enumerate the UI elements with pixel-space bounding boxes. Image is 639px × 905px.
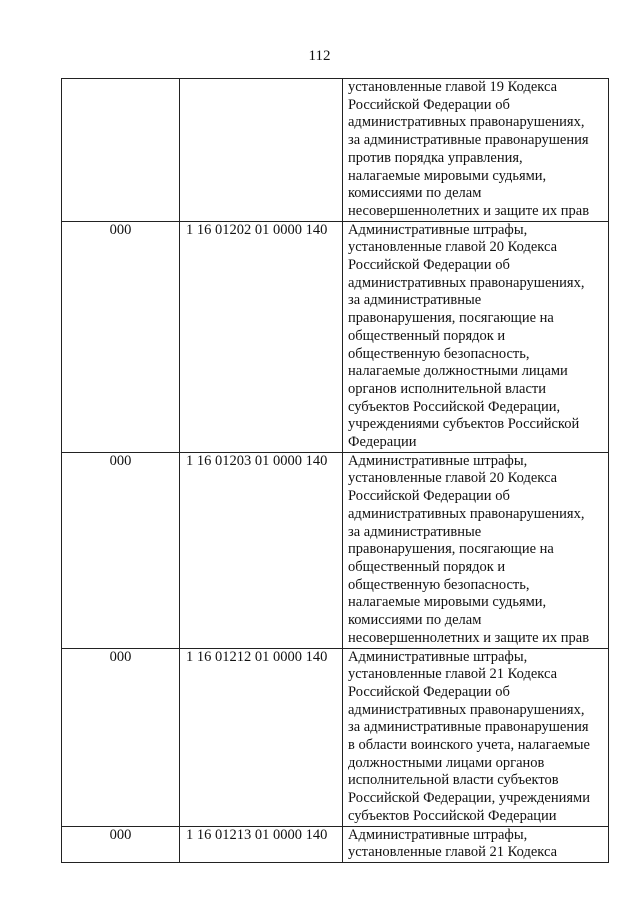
revenue-name-line: комиссиями по делам — [348, 185, 482, 202]
revenue-name-line: правонарушения, посягающие на — [348, 541, 554, 558]
revenue-name-line: налагаемые мировыми судьями, — [348, 167, 547, 184]
revenue-name-line: Российской Федерации об — [348, 683, 510, 700]
revenue-name-line: учреждениями субъектов Российской — [348, 416, 580, 433]
revenue-name-line: установленные главой 20 Кодекса — [348, 239, 558, 256]
revenue-name-cell — [343, 826, 609, 862]
revenue-name-cell — [343, 452, 609, 648]
revenue-name-line: установленные главой 20 Кодекса — [348, 470, 558, 487]
table-body — [62, 79, 609, 863]
revenue-name-line: административных правонарушениях, — [348, 274, 585, 291]
revenue-name-line: административных правонарушениях, — [348, 701, 585, 718]
revenue-name-line: за административные правонарушения — [348, 132, 589, 149]
admin-code-cell: 000 — [62, 452, 180, 648]
revenue-name-line: общественную безопасность, — [348, 576, 530, 593]
revenue-name-line: общественную безопасность, — [348, 345, 530, 362]
admin-code-cell: 000 — [62, 221, 180, 452]
revenue-name-line: за административные — [348, 292, 482, 309]
revenue-name-line: субъектов Российской Федерации, — [348, 398, 561, 415]
revenue-name-line: налагаемые мировыми судьями, — [348, 594, 547, 611]
table-row — [62, 452, 609, 648]
revenue-name-line: общественный порядок и — [348, 558, 506, 575]
revenue-code-cell: 1 16 01203 01 0000 140 — [180, 452, 343, 648]
revenue-name-line: Российской Федерации об — [348, 257, 510, 274]
revenue-code-cell: 1 16 01213 01 0000 140 — [180, 826, 343, 862]
admin-code-cell: 000 — [62, 648, 180, 826]
revenue-name-line: за административные — [348, 523, 482, 540]
revenue-code-cell: 1 16 01202 01 0000 140 — [180, 221, 343, 452]
revenue-name-line: за административные правонарушения — [348, 719, 589, 736]
revenue-name-line: административных правонарушениях, — [348, 114, 585, 131]
revenue-name-line: субъектов Российской Федерации — [348, 807, 557, 824]
revenue-code-cell — [180, 79, 343, 222]
revenue-name-line: в области воинского учета, налагаемые — [348, 737, 590, 754]
revenue-name-line: установленные главой 21 Кодекса — [348, 844, 558, 861]
revenue-name-line: Административные штрафы, — [348, 648, 528, 665]
revenue-name-cell — [343, 648, 609, 826]
admin-code-cell: 000 — [62, 826, 180, 862]
revenue-name-line: Российской Федерации, учреждениями — [348, 790, 590, 807]
revenue-name-line: органов исполнительной власти — [348, 380, 547, 397]
revenue-code-cell: 1 16 01212 01 0000 140 — [180, 648, 343, 826]
revenue-name-line: административных правонарушениях, — [348, 505, 585, 522]
revenue-name-line: против порядка управления, — [348, 149, 523, 166]
revenue-name-line: несовершеннолетних и защите их прав — [348, 629, 590, 646]
admin-code-cell — [62, 79, 180, 222]
revenue-name-line: исполнительной власти субъектов — [348, 772, 559, 789]
revenue-name-line: комиссиями по делам — [348, 612, 482, 629]
table-row — [62, 826, 609, 862]
revenue-name-line: установленные главой 21 Кодекса — [348, 666, 558, 683]
revenue-name-line: Административные штрафы, — [348, 826, 528, 843]
table-row — [62, 648, 609, 826]
table-row — [62, 79, 609, 222]
revenue-name-cell — [343, 221, 609, 452]
table-row — [62, 221, 609, 452]
revenue-name-line: должностными лицами органов — [348, 754, 545, 771]
revenue-name-line: общественный порядок и — [348, 327, 506, 344]
revenue-name-line: налагаемые должностными лицами — [348, 363, 568, 380]
revenue-name-line: Административные штрафы, — [348, 221, 528, 238]
budget-classification-table-container — [61, 78, 609, 863]
budget-classification-table — [61, 78, 609, 863]
revenue-name-line: Административные штрафы, — [348, 452, 528, 469]
revenue-name-line: Федерации — [348, 434, 417, 451]
revenue-name-line: правонарушения, посягающие на — [348, 310, 554, 327]
page-number: 112 — [308, 48, 331, 64]
revenue-name-cell — [343, 79, 609, 222]
revenue-name-line: Российской Федерации об — [348, 96, 510, 113]
revenue-name-line: несовершеннолетних и защите их прав — [348, 202, 590, 219]
revenue-name-line: Российской Федерации об — [348, 488, 510, 505]
revenue-name-line: установленные главой 19 Кодекса — [348, 79, 558, 95]
